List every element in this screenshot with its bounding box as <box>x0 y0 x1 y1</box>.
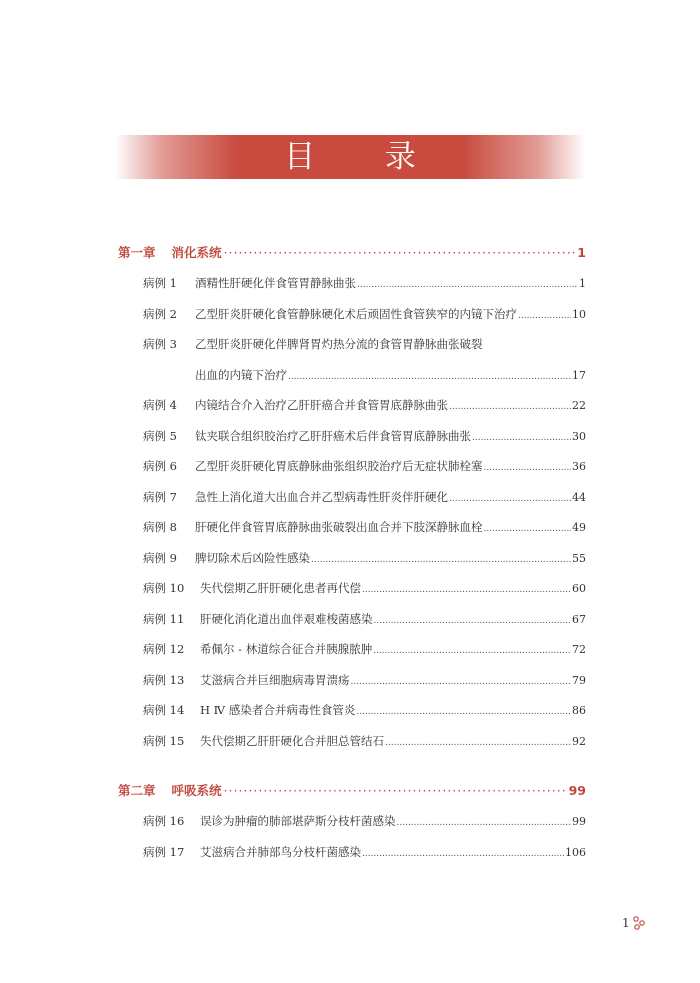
case-title: 内镜结合介入治疗乙肝肝癌合并食管胃底静脉曲张 <box>195 398 448 412</box>
case-page: 10 <box>572 307 586 321</box>
case-page: 30 <box>572 429 586 443</box>
case-label: 病例 2 <box>143 306 177 321</box>
case-title: 肝硬化消化道出血伴艰难梭菌感染 <box>200 611 373 626</box>
case-label: 病例 16 <box>143 814 185 828</box>
dot-leader <box>351 667 572 698</box>
toc-entry[interactable] <box>118 837 586 868</box>
dot-leader <box>356 697 571 728</box>
chapter-number: 第一章 <box>118 245 156 260</box>
case-title: 失代偿期乙肝肝硬化患者再代偿 <box>200 581 361 595</box>
case-page: 79 <box>572 673 586 687</box>
chapter-page: 99 <box>568 783 586 798</box>
case-label: 病例 1 <box>143 276 177 290</box>
chapter-title: 呼吸系统 <box>171 783 222 798</box>
case-label: 病例 6 <box>143 459 177 473</box>
toc-entry[interactable] <box>118 421 586 452</box>
case-label: 病例 17 <box>143 844 185 859</box>
case-label: 病例 7 <box>143 489 177 504</box>
case-page: 22 <box>572 399 586 412</box>
case-label: 病例 3 <box>143 337 177 351</box>
case-label: 病例 14 <box>143 703 185 717</box>
case-label: 病例 8 <box>143 520 177 534</box>
case-page: 72 <box>572 643 586 656</box>
case-title: 艾滋病合并巨细胞病毒胃溃疡 <box>200 672 350 687</box>
case-title: 误诊为肿瘤的肺部堪萨斯分枝杆菌感染 <box>200 814 396 828</box>
toc-entry[interactable] <box>118 268 586 299</box>
page-title: 目 录 <box>284 139 446 175</box>
case-title: 乙型肝炎肝硬化伴脾肾胃灼热分流的食管胃静脉曲张破裂 <box>195 337 483 351</box>
dot-leader <box>224 237 576 268</box>
case-title: 失代偿期乙肝肝硬化合并胆总管结石 <box>200 733 384 748</box>
case-page: 67 <box>572 612 586 626</box>
case-page: 1 <box>579 277 586 290</box>
table-of-contents <box>118 237 586 867</box>
case-page: 17 <box>572 368 586 382</box>
case-label: 病例 5 <box>143 428 177 443</box>
toc-entry[interactable] <box>118 573 586 604</box>
dot-leader <box>484 514 572 545</box>
dot-leader <box>362 839 564 870</box>
toc-entry[interactable] <box>118 665 586 696</box>
dot-leader <box>484 453 572 484</box>
toc-entry-continuation[interactable] <box>118 360 586 391</box>
case-title: 乙型肝炎肝硬化食管静脉硬化术后顽固性食管狭窄的内镜下治疗 <box>195 306 517 321</box>
dot-leader <box>518 301 571 332</box>
case-label: 病例 13 <box>143 672 185 687</box>
case-title: 乙型肝炎肝硬化胃底静脉曲张组织胶治疗后无症状肺栓塞 <box>195 459 483 473</box>
case-title: 脾切除术后凶险性感染 <box>195 550 310 565</box>
dot-leader <box>449 392 571 423</box>
page-number: 1 <box>622 916 630 930</box>
case-label: 病例 9 <box>143 550 177 565</box>
chapter-spacer <box>118 756 586 775</box>
toc-entry[interactable] <box>118 482 586 513</box>
case-title: 艾滋病合并肺部鸟分枝杆菌感染 <box>200 844 361 859</box>
chapter-heading[interactable] <box>118 775 586 806</box>
case-page: 55 <box>572 551 586 565</box>
dot-leader <box>357 270 578 301</box>
case-page: 106 <box>565 845 586 859</box>
case-page: 36 <box>572 460 586 473</box>
case-page: 44 <box>572 490 586 504</box>
toc-entry[interactable] <box>118 695 586 726</box>
dot-leader <box>311 545 571 576</box>
toc-entry[interactable] <box>118 604 586 635</box>
toc-banner <box>115 135 585 179</box>
case-title: 急性上消化道大出血合并乙型病毒性肝炎伴肝硬化 <box>195 489 448 504</box>
chapter-page: 1 <box>577 245 586 260</box>
toc-entry[interactable] <box>118 451 586 482</box>
toc-entry[interactable] <box>118 390 586 421</box>
dot-leader <box>385 728 571 759</box>
case-title: 出血的内镜下治疗 <box>195 367 287 382</box>
toc-entry[interactable] <box>118 806 586 837</box>
dot-leader <box>224 775 567 806</box>
case-page: 86 <box>572 704 586 717</box>
dot-leader <box>472 423 571 454</box>
dot-leader <box>288 362 571 393</box>
page-footer <box>622 915 646 931</box>
case-title: 酒精性肝硬化伴食管胃静脉曲张 <box>195 276 356 290</box>
dot-leader <box>362 575 571 606</box>
case-page: 99 <box>572 815 586 828</box>
toc-entry[interactable] <box>118 634 586 665</box>
case-label: 病例 12 <box>143 642 185 656</box>
dot-leader <box>373 636 571 667</box>
chapter-heading[interactable] <box>118 237 586 268</box>
toc-entry[interactable] <box>118 512 586 543</box>
case-label: 病例 4 <box>143 398 177 412</box>
dot-leader <box>374 606 572 637</box>
dot-leader <box>449 484 571 515</box>
chapter-number: 第二章 <box>118 783 156 798</box>
toc-entry[interactable] <box>118 543 586 574</box>
case-title: 钛夹联合组织胶治疗乙肝肝癌术后伴食管胃底静脉曲张 <box>195 428 471 443</box>
toc-entry[interactable] <box>118 329 586 360</box>
case-page: 49 <box>572 521 586 534</box>
decorative-ornament-icon <box>632 915 646 931</box>
case-title: 肝硬化伴食管胃底静脉曲张破裂出血合并下肢深静脉血栓 <box>195 520 483 534</box>
case-page: 92 <box>572 734 586 748</box>
toc-entry[interactable] <box>118 299 586 330</box>
case-title: H Ⅳ 感染者合并病毒性食管炎 <box>200 703 356 717</box>
dot-leader <box>397 808 572 839</box>
chapter-title: 消化系统 <box>171 245 222 260</box>
toc-entry[interactable] <box>118 726 586 757</box>
case-title: 希佩尔 - 林道综合征合并胰腺脓肿 <box>200 642 373 656</box>
case-label: 病例 15 <box>143 733 185 748</box>
case-label: 病例 11 <box>143 611 185 626</box>
case-label: 病例 10 <box>143 581 185 595</box>
case-page: 60 <box>572 582 586 595</box>
